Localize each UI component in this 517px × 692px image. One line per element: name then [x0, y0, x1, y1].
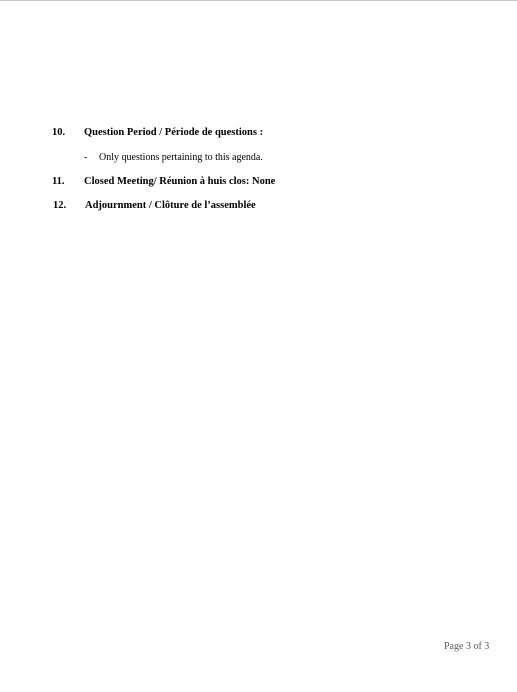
agenda-item-title: Adjournment / Clôture de l’assemblée [85, 200, 256, 211]
bullet-dash: - [84, 152, 88, 163]
agenda-item-number: 11. [52, 176, 65, 187]
agenda-item-number: 12. [53, 200, 67, 211]
agenda-item-title: Question Period / Période de questions : [84, 127, 264, 138]
sub-item-text: Only questions pertaining to this agenda. [99, 152, 263, 163]
agenda-item-number: 10. [52, 127, 66, 138]
agenda-item-10 [52, 127, 312, 141]
page-number-footer: Page 3 of 3 [444, 641, 490, 652]
agenda-item-title: Closed Meeting/ Réunion à huis clos: None [84, 176, 276, 187]
agenda-item-11 [52, 176, 312, 190]
agenda-item-12 [53, 200, 313, 214]
agenda-sub-item [84, 152, 304, 166]
